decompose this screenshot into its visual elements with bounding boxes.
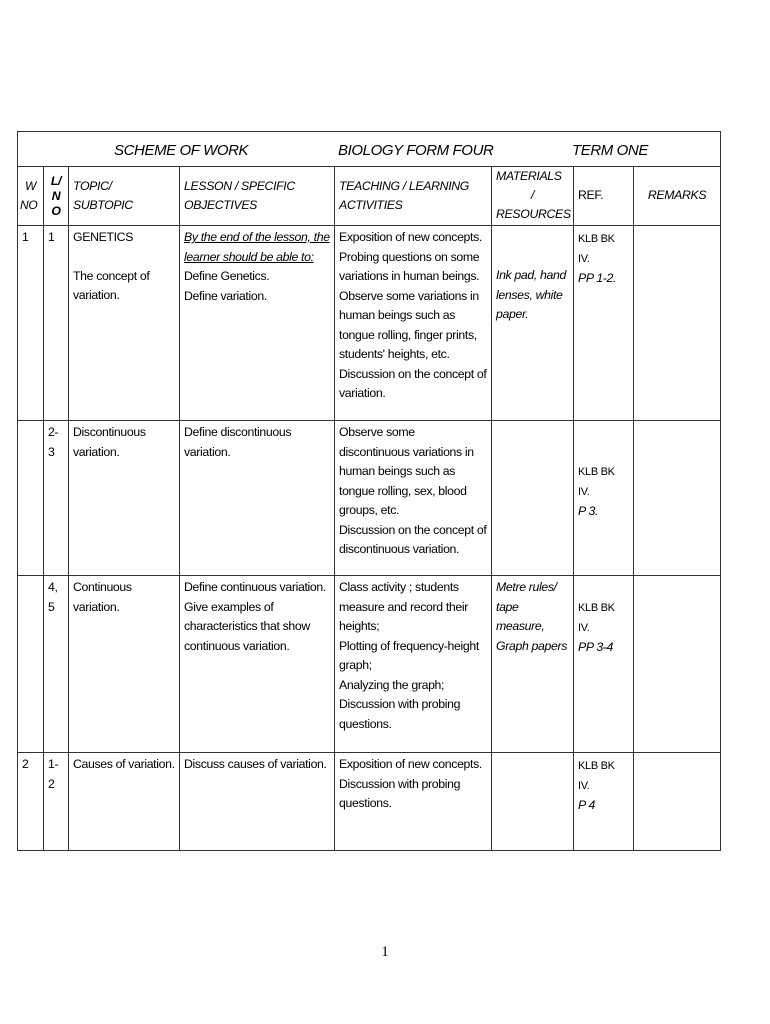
materials-cell [492, 226, 574, 421]
activities-cell [335, 576, 492, 753]
objectives-cell [180, 226, 335, 421]
week-cell: 2 [18, 753, 44, 851]
header-remarks: REMARKS [634, 167, 721, 226]
topic-cell [69, 226, 180, 421]
ref-cell [574, 226, 634, 421]
objective-item: Define Genetics. [184, 269, 270, 283]
topic-cell: Discontinuous variation. [69, 421, 180, 576]
table-row [18, 576, 721, 753]
scheme-of-work-document [17, 131, 720, 851]
activity-item: Observe some variations in human beings such as tongue rolling, finger prints, students' heights, etc. [339, 288, 479, 361]
lesson-cell: 4, 5 [44, 576, 69, 753]
document-title: SCHEME OF WORK [114, 142, 249, 159]
scheme-table [17, 131, 721, 851]
activity-item: Discussion on the concept of variation. [339, 366, 487, 400]
table-row [18, 421, 721, 576]
table-row [18, 753, 721, 851]
activities-cell [335, 753, 492, 851]
topic-cell: Causes of variation. [69, 753, 180, 851]
topic-text: GENETICS [73, 230, 134, 244]
subtopic-text: The concept of variation. [73, 268, 150, 302]
objectives-cell [180, 576, 335, 753]
activity-item: Discussion with probing questions. [339, 776, 461, 810]
ref-cell [574, 576, 634, 753]
week-cell [18, 576, 44, 753]
header-objectives: LESSON / SPECIFIC OBJECTIVES [180, 167, 335, 226]
activity-item: Analyzing the graph; [339, 677, 445, 692]
header-topic: TOPIC/ SUBTOPIC [69, 167, 180, 226]
activity-item: Observe some discontinuous variations in human beings such as tongue rolling, sex, blood groups, etc. [339, 425, 474, 517]
subject-title: BIOLOGY FORM FOUR [338, 142, 494, 159]
objectives-cell [180, 421, 335, 576]
activity-item: Discussion with probing questions. [339, 697, 461, 731]
page-number: 1 [381, 944, 389, 960]
lesson-cell: 1-2 [44, 753, 69, 851]
ref-pages: PP 3-4 [578, 640, 614, 654]
activity-item: Class activity ; students measure and record their heights; [339, 580, 468, 633]
objectives-cell [180, 753, 335, 851]
header-week-number: W NO [18, 167, 44, 226]
header-row [18, 167, 721, 226]
objective-item: Define discontinuous variation. [184, 425, 292, 459]
activity-item: Exposition of new concepts. [339, 230, 482, 244]
activities-cell [335, 226, 492, 421]
title-cell [18, 132, 721, 167]
materials-text: Metre rules/ tape measure, Graph papers [496, 580, 567, 653]
lesson-cell: 2-3 [44, 421, 69, 576]
objective-item: Define variation. [184, 288, 267, 303]
week-cell [18, 421, 44, 576]
ref-cell [574, 753, 634, 851]
activity-item: Probing questions on some variations in human beings. [339, 249, 480, 283]
week-cell: 1 [18, 226, 44, 421]
header-ref: REF. [574, 167, 634, 226]
ref-book: KLB BK IV. [578, 602, 615, 634]
objective-item: Discuss causes of variation. [184, 757, 327, 771]
ref-book: KLB BK IV. [578, 233, 615, 265]
materials-cell [492, 753, 574, 851]
ref-pages: P 4 [578, 798, 595, 812]
table-row [18, 226, 721, 421]
ref-cell [574, 421, 634, 576]
remarks-cell [634, 226, 721, 421]
materials-cell [492, 576, 574, 753]
activity-item: Plotting of frequency-height graph; [339, 638, 479, 672]
objectives-intro: By the end of the lesson, the learner should be able to: [184, 230, 330, 264]
header-materials: MATERIALS / RESOURCES [492, 167, 574, 226]
remarks-cell [634, 576, 721, 753]
lesson-cell: 1 [44, 226, 69, 421]
term-title: TERM ONE [572, 142, 648, 159]
header-lesson-number: L/ N O [44, 167, 69, 226]
topic-cell: Continuous variation. [69, 576, 180, 753]
activity-item: Discussion on the concept of discontinuous variation. [339, 522, 487, 556]
materials-cell [492, 421, 574, 576]
activities-cell [335, 421, 492, 576]
ref-book: KLB BK IV. [578, 466, 615, 498]
remarks-cell [634, 753, 721, 851]
objective-item: Define continuous variation. [184, 580, 326, 594]
objective-item: Give examples of characteristics that show continuous variation. [184, 599, 310, 653]
ref-book: KLB BK IV. [578, 760, 615, 792]
ref-pages: PP 1-2. [578, 271, 617, 285]
activity-item: Exposition of new concepts. [339, 757, 482, 771]
remarks-cell [634, 421, 721, 576]
ref-pages: P 3. [578, 504, 599, 518]
title-row [18, 132, 721, 167]
header-activities: TEACHING / LEARNING ACTIVITIES [335, 167, 492, 226]
materials-text: Ink pad, hand lenses, white paper. [496, 268, 566, 321]
